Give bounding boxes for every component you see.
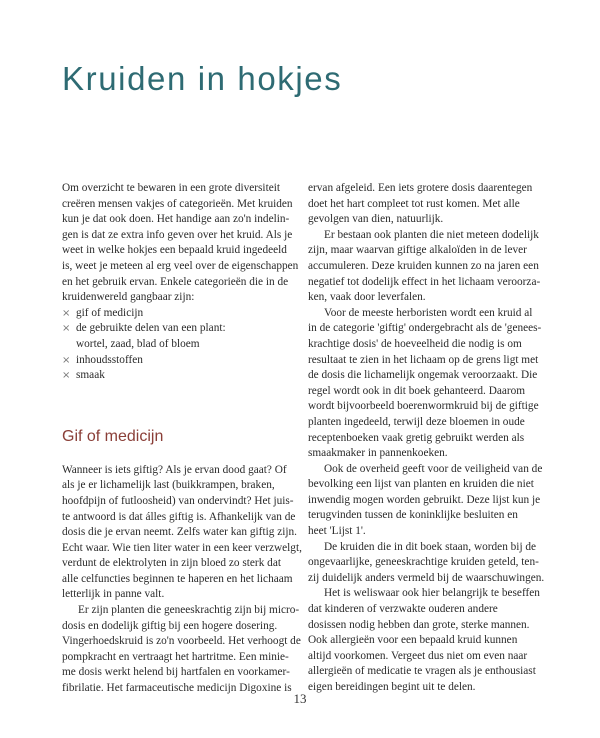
text-line: als je er lichamelijk last (buikkrampen, braken,: [62, 479, 275, 492]
text-line: Er bestaan ook planten die niet meteen dodelijk: [324, 228, 539, 241]
text-line: resultaat te zien in het lichaam op de grens ligt met: [308, 353, 539, 366]
text-line: dosissen nodig hebben dan grote, sterke mannen.: [308, 618, 530, 631]
text-line: ervan afgeleid. Een iets grotere dosis daarentegen: [308, 182, 533, 194]
text-line: fibrilatie. Het farmaceutische medicijn Digoxine is: [62, 682, 292, 695]
text-line: accumuleren. Deze kruiden kunnen zo na jaren een: [308, 259, 539, 272]
paragraph: [62, 463, 302, 603]
paragraph: [308, 306, 542, 462]
paragraph: [308, 540, 545, 587]
text-line: Om overzicht te bewaren in een grote diversiteit: [62, 182, 281, 194]
cross-bullet-icon: ×: [62, 323, 71, 335]
text-line: hoofdpijn of futloosheid) van ondervindt? Het juis-: [62, 494, 294, 507]
list-item: × inhoudsstoffen: [62, 353, 292, 369]
text-line: receptenboeken vaak gretig gebruikt werden als: [308, 431, 525, 444]
text-line: altijd voorkomen. Vergeet dus niet om even naar: [308, 649, 528, 662]
text-line: dosis en dodelijk giftig bij een hogere dosering.: [62, 619, 278, 632]
cross-bullet-icon: ×: [62, 354, 71, 366]
right-column: [308, 181, 545, 696]
text-line: creëren mensen vakjes of categorieën. Met kruiden: [62, 197, 293, 210]
paragraph: [62, 603, 301, 697]
text-line: Vingerhoedskruid is zo'n voorbeeld. Het verhoogt de: [62, 635, 301, 648]
text-line: negatief tot dodelijk effect in het lichaam veroorza-: [308, 275, 541, 288]
category-list: [62, 306, 292, 384]
intro-paragraph: [62, 181, 299, 306]
text-line: allergieën of medicatie te vragen als je enthousiast: [308, 665, 536, 678]
text-line: heet 'Lijst 1'.: [308, 525, 366, 538]
text-line: gevolgen van dien, natuurlijk.: [308, 213, 444, 226]
text-line: bevolking een lijst van planten en kruiden die niet: [308, 478, 534, 491]
text-line: planten ingedeeld, terwijl deze bloemen in oude: [308, 415, 525, 428]
text-line: Ook de overheid geeft voor de veiligheid van de: [324, 462, 543, 475]
text-line: doet het hart compleet tot rust komen. Met alle: [308, 197, 520, 210]
text-line: weet in welke hokjes een bepaald kruid ingedeeld: [62, 244, 287, 257]
text-line: Ook allergieën voor een bepaald kruid kunnen: [308, 634, 518, 647]
text-line: Er zijn planten die geneeskrachtig zijn bij micro-: [78, 604, 300, 617]
text-line: gen is dat ze extra info geven over het kruid. Als je: [62, 228, 293, 241]
text-line: is, weet je meteen al erg veel over de eigenschappen: [62, 259, 299, 272]
paragraph: [308, 181, 538, 228]
text-line: letterlijk in panne valt.: [62, 588, 165, 601]
text-line: dat kinderen of verzwakte ouderen andere: [308, 603, 498, 616]
list-item: × de gebruikte delen van een plant: wortel, zaad, blad of bloem: [62, 322, 226, 350]
text-line: de dosis die lichamelijk ongemak veroorzaakt. Die: [308, 369, 538, 382]
page-title: Kruiden in hokjes: [62, 60, 343, 97]
text-line: verdunt de elektrolyten in zijn bloed zo sterk dat: [62, 557, 281, 570]
text-line: regel wordt ook in dit boek gehanteerd. Daarom: [308, 384, 526, 397]
text-line: eigen bereidingen begint uit te delen.: [308, 681, 476, 693]
text-line: Wanneer is iets giftig? Als je ervan dood gaat? Of: [62, 463, 287, 476]
text-line: in de categorie 'giftig' ondergebracht als de 'genees-: [308, 322, 542, 335]
text-line: wordt bijvoorbeeld boerenwormkruid bij de giftige: [308, 400, 539, 413]
list-item: × gif of medicijn: [62, 306, 292, 322]
text-line: smaakmaker in pannenkoeken.: [308, 447, 448, 460]
text-line: terugvinden tussen de koninklijke besluiten en: [308, 509, 518, 522]
paragraph: [308, 586, 538, 695]
text-line: dosis die je ervan neemt. Zelfs water kan giftig zijn.: [62, 526, 297, 539]
text-line: ongevaarlijke, geneeskrachtige kruiden geteld, ten-: [308, 556, 539, 569]
text-line: te antwoord is dat álles giftig is. Afhankelijk van de: [62, 510, 296, 523]
text-line: zijn, maar waarvan giftige alkaloïden in de lever: [308, 244, 527, 257]
paragraph: [308, 228, 541, 306]
text-line: en het gebruik ervan. Enkele categorieën die in de: [62, 275, 289, 288]
text-line: kruidenwereld gangbaar zijn:: [62, 291, 195, 304]
text-line: krachtige dosis' de hoeveelheid die nodig is om: [308, 337, 522, 350]
list-item: × smaak: [62, 368, 292, 384]
text-line: inwendig mogen worden gebruikt. Deze lijst kun je: [308, 493, 541, 506]
text-line: Voor de meeste herboristen wordt een kruid al: [324, 306, 533, 319]
text-line: Het is weliswaar ook hier belangrijk te beseffen: [324, 587, 540, 600]
text-line: kun je dat ook doen. Het handige aan zo'n indelin-: [62, 213, 290, 226]
text-line: zij duidelijk anders vermeld bij de waarschuwingen.: [308, 571, 545, 584]
text-line: ken, vaak door leverfalen.: [308, 291, 426, 304]
text-line: me dosis werkt helend bij hartfalen en voorkamer-: [62, 666, 290, 679]
cross-bullet-icon: ×: [62, 370, 71, 382]
page-number: 13: [293, 691, 307, 706]
left-column: [62, 181, 302, 697]
text-line: pompkracht en vertraagt het hartritme. Een minie-: [62, 650, 289, 663]
text-line: alle celfuncties beginnen te haperen en het lichaam: [62, 572, 293, 585]
text-line: De kruiden die in dit boek staan, worden bij de: [324, 540, 537, 553]
paragraph: [308, 462, 543, 540]
text-line: Echt waar. Wie tien liter water in een keer verzwelgt,: [62, 541, 302, 554]
section-heading: Gif of medicijn: [62, 427, 164, 445]
cross-bullet-icon: ×: [62, 307, 71, 319]
